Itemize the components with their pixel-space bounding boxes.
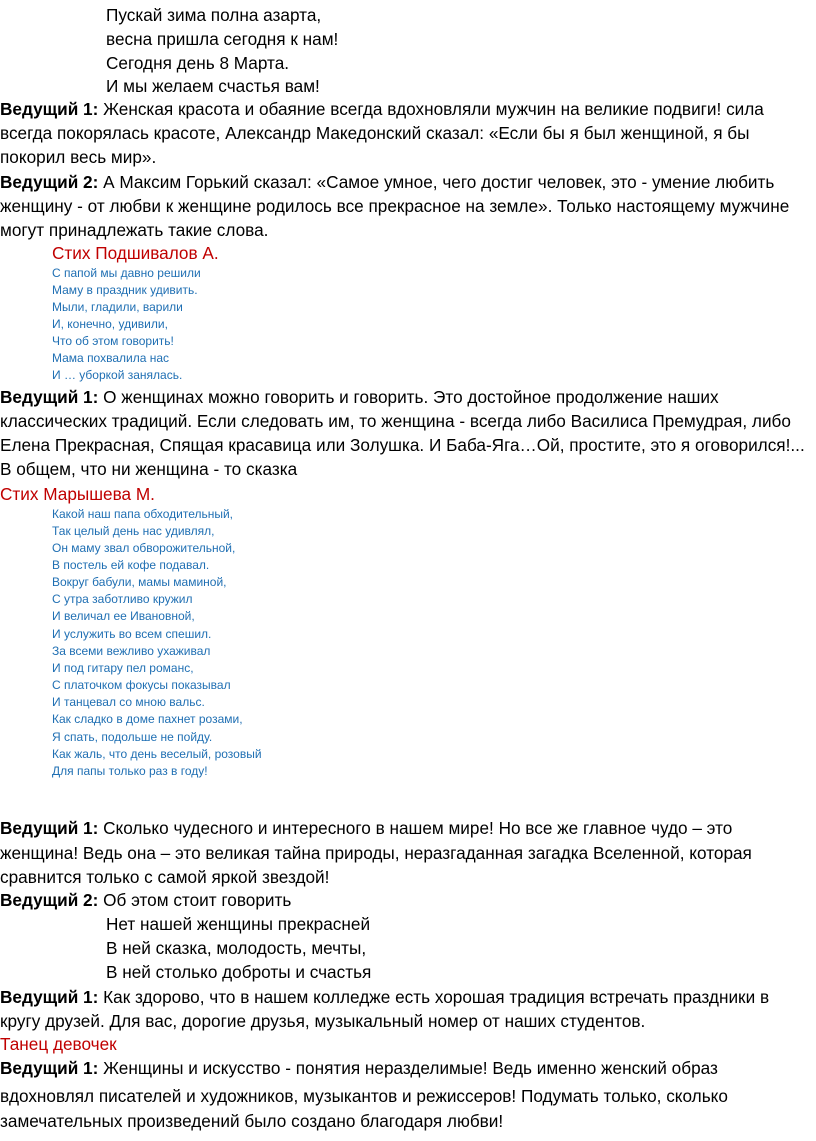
paragraph-line: всегда покорялась красоте, Александр Македонский сказал: «Если бы я был женщиной, я бы [0, 123, 750, 143]
paragraph-line: Ведущий 2: А Максим Горький сказал: «Самое умное, чего достиг человек, это - умение любить [0, 172, 775, 192]
poem-title: Стих Марышева М. [0, 484, 155, 504]
poem-line: Так целый день нас удивлял, [52, 524, 215, 538]
poem-line: Нет нашей женщины прекрасней [106, 914, 371, 934]
paragraph-line: Ведущий 1: Женщины и искусство - понятия неразделимые! Ведь именно женский образ [0, 1058, 718, 1078]
paragraph-line: Ведущий 1: Женская красота и обаяние всегда вдохновляли мужчин на великие подвиги! сила [0, 99, 764, 119]
poem-line: Какой наш папа обходительный, [52, 507, 234, 521]
poem-line: За всеми вежливо ухаживал [52, 644, 211, 658]
poem-line: И услужить во всем спешил. [52, 627, 212, 641]
poem-line: Маму в праздник удивить. [52, 283, 198, 297]
poem-line: Как жаль, что день веселый, розовый [52, 747, 262, 761]
paragraph-line: Ведущий 1: Сколько чудесного и интересного в нашем мире! Но все же главное чудо – это [0, 818, 733, 838]
poem-title: Стих Подшивалов А. [52, 243, 219, 263]
opening-poem-line: Пускай зима полна азарта, [106, 5, 322, 25]
paragraph-line: В общем, что ни женщина - то сказка [0, 459, 298, 479]
opening-poem-line: весна пришла сегодня к нам! [106, 29, 339, 49]
paragraph-line: женщина! Ведь она – это великая тайна природы, неразгаданная загадка Вселенной, которая [0, 843, 752, 863]
poem-line: В ней сказка, молодость, мечты, [106, 938, 367, 958]
opening-poem-line: Сегодня день 8 Марта. [106, 53, 290, 73]
poem-line: Он маму звал обворожительной, [52, 541, 236, 555]
paragraph-line: могут принадлежать такие слова. [0, 220, 269, 240]
paragraph-line: женщину - от любви к женщине родилось все прекрасное на земле». Только настоящему мужчине [0, 196, 790, 216]
speaker-label: Ведущий 1: [0, 818, 99, 838]
poem-line: И танцевал со мною вальс. [52, 695, 205, 709]
paragraph-line: покорил весь мир». [0, 147, 157, 167]
speaker-label: Ведущий 1: [0, 99, 99, 119]
poem-line: С утра заботливо кружил [52, 592, 193, 606]
paragraph-line: Ведущий 1: Как здорово, что в нашем колледже есть хорошая традиция встречать праздники в [0, 987, 770, 1007]
poem-line: Мама похвалила нас [52, 351, 170, 365]
poem-line: Как сладко в доме пахнет розами, [52, 712, 243, 726]
poem-line: В ней столько доброты и счастья [106, 962, 372, 982]
poem-line: Я спать, подольше не пойду. [52, 730, 213, 744]
poem-line: И, конечно, удивили, [52, 317, 168, 331]
paragraph-line: Ведущий 1: О женщинах можно говорить и говорить. Это достойное продолжение наших [0, 387, 719, 407]
paragraph-line: замечательных произведений было создано благодаря любви! [0, 1111, 504, 1131]
section-title: Танец девочек [0, 1034, 117, 1054]
poem-line: С папой мы давно решили [52, 266, 201, 280]
speaker-label: Ведущий 1: [0, 387, 99, 407]
poem-line: И под гитару пел романс, [52, 661, 194, 675]
poem-line: Вокруг бабули, мамы маминой, [52, 575, 227, 589]
opening-poem-line: И мы желаем счастья вам! [106, 76, 320, 96]
paragraph-line: классических традиций. Если следовать им, то женщина - всегда либо Василиса Премудрая, либо [0, 411, 791, 431]
paragraph-line: кругу друзей. Для вас, дорогие друзья, музыкальный номер от наших студентов. [0, 1011, 646, 1031]
poem-line: Для папы только раз в году! [52, 764, 208, 778]
paragraph-line: сравнится только с самой яркой звездой! [0, 867, 330, 887]
poem-line: И … уборкой занялась. [52, 368, 183, 382]
paragraph-line: Елена Прекрасная, Спящая красавица или Золушка. И Баба-Яга…Ой, простите, это я оговорился!... [0, 435, 805, 455]
paragraph-line: вдохновлял писателей и художников, музыкантов и режиссеров! Подумать только, сколько [0, 1086, 728, 1106]
poem-line: С платочком фокусы показывал [52, 678, 231, 692]
poem-line: Что об этом говорить! [52, 334, 174, 348]
speaker-label: Ведущий 1: [0, 987, 99, 1007]
speaker-label: Ведущий 2: [0, 890, 99, 910]
speaker-label: Ведущий 2: [0, 172, 99, 192]
poem-line: И величал ее Ивановной, [52, 609, 195, 623]
poem-line: В постель ей кофе подавал. [52, 558, 210, 572]
paragraph-line: Ведущий 2: Об этом стоит говорить [0, 890, 292, 910]
speaker-label: Ведущий 1: [0, 1058, 99, 1078]
poem-line: Мыли, гладили, варили [52, 300, 183, 314]
